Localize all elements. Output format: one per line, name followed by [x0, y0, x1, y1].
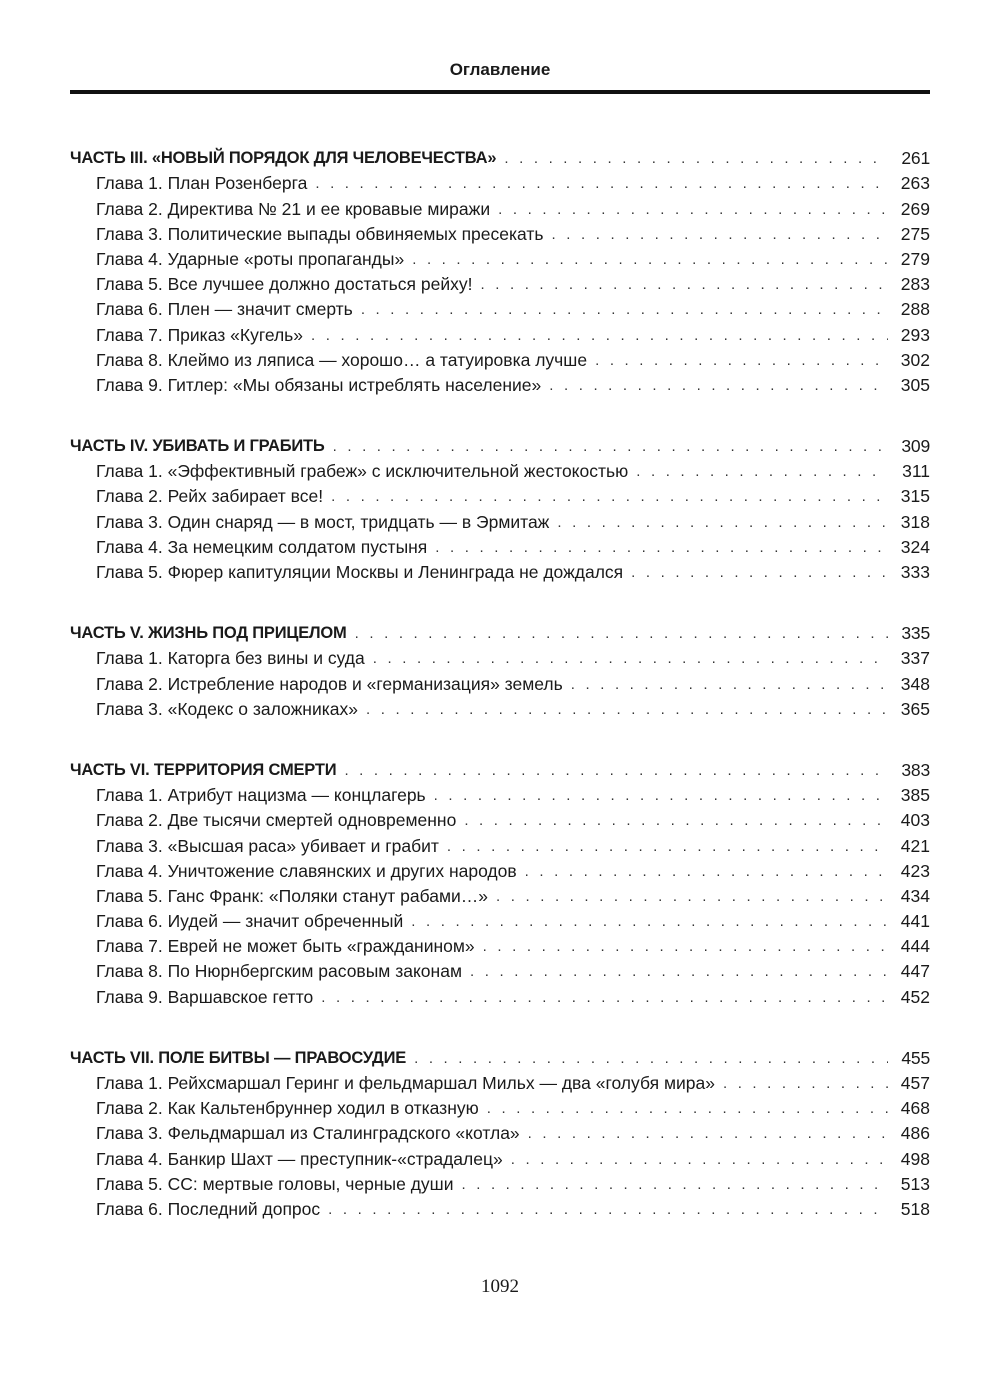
toc-chapter — [70, 934, 930, 959]
toc-chapter — [70, 459, 930, 484]
toc-chapter-page-number: 385 — [900, 785, 930, 806]
toc-part-heading — [70, 621, 930, 646]
dot-leader — [344, 758, 888, 783]
toc-chapter — [70, 560, 930, 585]
dot-leader — [723, 1071, 888, 1096]
toc-part — [70, 1046, 930, 1222]
dot-leader — [528, 1121, 888, 1146]
dot-leader — [557, 510, 888, 535]
dot-leader — [411, 909, 888, 934]
toc-chapter — [70, 671, 930, 696]
toc-chapter-title: Глава 9. Гитлер: «Мы обязаны истреблять население» — [96, 374, 542, 395]
toc-chapter-title: Глава 2. Две тысячи смертей одновременно — [96, 810, 457, 831]
dot-leader — [631, 560, 888, 585]
toc-part-heading-page-number: 455 — [901, 1047, 930, 1068]
toc-chapter — [70, 833, 930, 858]
toc-chapter — [70, 646, 930, 671]
toc-chapter — [70, 859, 930, 884]
toc-chapter — [70, 884, 930, 909]
toc-chapter-page-number: 293 — [900, 324, 930, 345]
toc-chapter — [70, 535, 930, 560]
toc-chapter — [70, 196, 930, 221]
toc-part-heading — [70, 1046, 930, 1071]
toc-chapter-title: Глава 7. Еврей не может быть «гражданином» — [96, 936, 475, 957]
toc-chapter — [70, 272, 930, 297]
toc-chapter-title: Глава 3. Политические выпады обвиняемых пресекать — [96, 223, 544, 244]
toc-chapter — [70, 222, 930, 247]
toc-chapter-title: Глава 5. Фюрер капитуляции Москвы и Ленинграда не дождался — [96, 562, 624, 582]
toc-chapter-page-number: 302 — [900, 349, 930, 370]
toc-part — [70, 758, 930, 1010]
dot-leader — [571, 672, 888, 697]
dot-leader — [549, 373, 888, 398]
toc-chapter-page-number: 421 — [900, 835, 930, 856]
toc-part-heading-title: ЧАСТЬ VI. ТЕРРИТОРИЯ СМЕРТИ — [70, 760, 337, 779]
toc-part — [70, 434, 930, 585]
toc-chapter-page-number: 283 — [900, 274, 930, 295]
toc-chapter-page-number: 324 — [900, 536, 930, 557]
toc-chapter-page-number: 333 — [900, 562, 930, 582]
toc-chapter-title: Глава 1. План Розенберга — [96, 173, 308, 194]
toc-chapter — [70, 484, 930, 509]
toc-chapter-page-number: 337 — [900, 648, 930, 669]
toc-chapter-title: Глава 2. Истребление народов и «германизация» земель — [96, 673, 563, 694]
dot-leader — [504, 146, 888, 171]
toc-chapter-page-number: 311 — [902, 461, 930, 482]
dot-leader — [373, 646, 888, 671]
toc-chapter-title: Глава 4. Банкир Шахт — преступник-«страдалец» — [96, 1148, 503, 1169]
dot-leader — [321, 985, 888, 1010]
toc-chapter-page-number: 468 — [900, 1098, 930, 1119]
toc-chapter — [70, 297, 930, 322]
toc-chapter-title: Глава 4. За немецким солдатом пустыня — [96, 536, 428, 557]
toc-chapter — [70, 1197, 930, 1222]
toc-part-heading-page-number: 383 — [901, 759, 930, 780]
toc-chapter-title: Глава 6. Иудей — значит обреченный — [96, 911, 404, 932]
dot-leader — [435, 535, 888, 560]
toc-chapter-page-number: 365 — [900, 698, 930, 719]
toc-chapter-page-number: 447 — [900, 961, 930, 982]
toc-chapter — [70, 984, 930, 1009]
toc-part-heading-page-number: 309 — [901, 436, 930, 457]
dot-leader — [525, 859, 888, 884]
toc-chapter-title: Глава 8. Клеймо из ляписа — хорошо… а татуировка лучше — [96, 349, 588, 370]
toc-part-heading — [70, 758, 930, 783]
dot-leader — [315, 171, 888, 196]
toc-part-heading-page-number: 335 — [901, 623, 930, 644]
toc-chapter-page-number: 263 — [900, 173, 930, 194]
toc-chapter-title: Глава 8. По Нюрнбергским расовым законам — [96, 961, 462, 982]
dot-leader — [464, 808, 888, 833]
dot-leader — [366, 697, 888, 722]
toc-chapter-title: Глава 3. Фельдмаршал из Сталинградского «котла» — [96, 1123, 520, 1144]
dot-leader — [496, 884, 888, 909]
toc-chapter — [70, 1096, 930, 1121]
toc-chapter-page-number: 318 — [900, 511, 930, 532]
toc-chapter — [70, 959, 930, 984]
dot-leader — [447, 834, 888, 859]
toc-chapter-page-number: 348 — [900, 673, 930, 694]
page-header-title: Оглавление — [449, 60, 551, 79]
toc-chapter-page-number: 305 — [900, 374, 930, 395]
dot-leader — [498, 197, 888, 222]
toc-chapter-page-number: 434 — [900, 885, 930, 906]
toc-chapter — [70, 1071, 930, 1096]
dot-leader — [487, 1096, 888, 1121]
toc-chapter — [70, 909, 930, 934]
toc-chapter-page-number: 498 — [900, 1148, 930, 1169]
toc-chapter-page-number: 288 — [900, 299, 930, 320]
toc-chapter-page-number: 403 — [900, 810, 930, 831]
toc-chapter-page-number: 269 — [900, 198, 930, 219]
dot-leader — [480, 272, 888, 297]
toc-chapter — [70, 697, 930, 722]
toc-part-heading — [70, 146, 930, 171]
toc-chapter-page-number: 452 — [900, 986, 930, 1007]
toc-chapter-title: Глава 7. Приказ «Кугель» — [96, 324, 304, 345]
toc-chapter — [70, 509, 930, 534]
toc-chapter-title: Глава 3. «Кодекс о заложниках» — [96, 698, 358, 719]
toc-chapter-title: Глава 3. Один снаряд — в мост, тридцать — в Эрмитаж — [96, 511, 550, 532]
toc-chapter — [70, 171, 930, 196]
dot-leader — [412, 247, 888, 272]
toc-chapter — [70, 1146, 930, 1171]
toc-chapter — [70, 348, 930, 373]
toc-chapter-title: Глава 2. Директива № 21 и ее кровавые миражи — [96, 198, 491, 219]
toc-chapter-title: Глава 1. Каторга без вины и суда — [96, 648, 365, 669]
toc-part-heading — [70, 434, 930, 459]
dot-leader — [461, 1172, 888, 1197]
toc-chapter-page-number: 279 — [900, 248, 930, 269]
toc-chapter — [70, 808, 930, 833]
toc-chapter-title: Глава 5. Ганс Франк: «Поляки станут рабами…» — [96, 885, 488, 906]
toc-chapter-page-number: 441 — [900, 911, 930, 932]
toc-chapter-title: Глава 1. «Эффективный грабеж» с исключительной жестокостью — [96, 461, 629, 482]
dot-leader — [333, 434, 888, 459]
dot-leader — [361, 297, 888, 322]
toc-chapter — [70, 322, 930, 347]
toc-chapter-page-number: 518 — [900, 1198, 930, 1219]
toc-chapter-title: Глава 4. Уничтожение славянских и других народов — [96, 860, 517, 881]
page-number: 1092 — [481, 1276, 519, 1297]
dot-leader — [511, 1147, 888, 1172]
toc-chapter-title: Глава 9. Варшавское гетто — [96, 986, 314, 1007]
toc-chapter-page-number: 275 — [900, 223, 930, 244]
dot-leader — [434, 783, 888, 808]
toc-chapter-page-number: 457 — [900, 1073, 930, 1093]
toc-part-heading-title: ЧАСТЬ III. «НОВЫЙ ПОРЯДОК ДЛЯ ЧЕЛОВЕЧЕСТВА» — [70, 149, 497, 168]
toc-part-heading-title: ЧАСТЬ IV. УБИВАТЬ И ГРАБИТЬ — [70, 437, 325, 456]
toc-chapter-title: Глава 3. «Высшая раса» убивает и грабит — [96, 835, 439, 856]
toc-part-heading-title: ЧАСТЬ V. ЖИЗНЬ ПОД ПРИЦЕЛОМ — [70, 624, 347, 643]
toc-chapter-title: Глава 2. Рейх забирает все! — [96, 486, 324, 507]
table-of-contents — [70, 146, 930, 1258]
toc-chapter — [70, 1172, 930, 1197]
dot-leader — [636, 459, 888, 484]
toc-chapter-title: Глава 6. Последний допрос — [96, 1198, 321, 1219]
toc-part-heading-page-number: 261 — [901, 148, 930, 169]
dot-leader — [355, 621, 888, 646]
dot-leader — [331, 484, 888, 509]
toc-chapter-title: Глава 1. Рейхсмаршал Геринг и фельдмаршал Мильх — два «голубя мира» — [96, 1073, 715, 1093]
toc-chapter-title: Глава 5. Все лучшее должно достаться рейху! — [96, 274, 473, 295]
toc-chapter — [70, 247, 930, 272]
dot-leader — [595, 348, 888, 373]
dot-leader — [414, 1046, 888, 1071]
header-rule — [70, 90, 930, 94]
toc-chapter — [70, 373, 930, 398]
toc-part — [70, 621, 930, 722]
toc-chapter-title: Глава 6. Плен — значит смерть — [96, 299, 353, 320]
dot-leader — [470, 959, 888, 984]
toc-chapter-page-number: 513 — [900, 1173, 930, 1194]
dot-leader — [328, 1197, 888, 1222]
toc-chapter-title: Глава 4. Ударные «роты пропаганды» — [96, 248, 405, 269]
dot-leader — [552, 222, 888, 247]
toc-chapter-page-number: 444 — [900, 936, 930, 957]
toc-part — [70, 146, 930, 398]
toc-part-heading-title: ЧАСТЬ VII. ПОЛЕ БИТВЫ — ПРАВОСУДИЕ — [70, 1048, 407, 1067]
dot-leader — [483, 934, 888, 959]
toc-chapter — [70, 1121, 930, 1146]
toc-chapter-page-number: 315 — [900, 486, 930, 507]
toc-chapter-title: Глава 1. Атрибут нацизма — концлагерь — [96, 785, 426, 806]
toc-chapter-title: Глава 2. Как Кальтенбруннер ходил в отказную — [96, 1098, 479, 1119]
dot-leader — [311, 323, 888, 348]
toc-chapter-title: Глава 5. СС: мертвые головы, черные души — [96, 1173, 454, 1194]
toc-chapter-page-number: 486 — [900, 1123, 930, 1144]
toc-chapter — [70, 783, 930, 808]
toc-chapter-page-number: 423 — [900, 860, 930, 881]
